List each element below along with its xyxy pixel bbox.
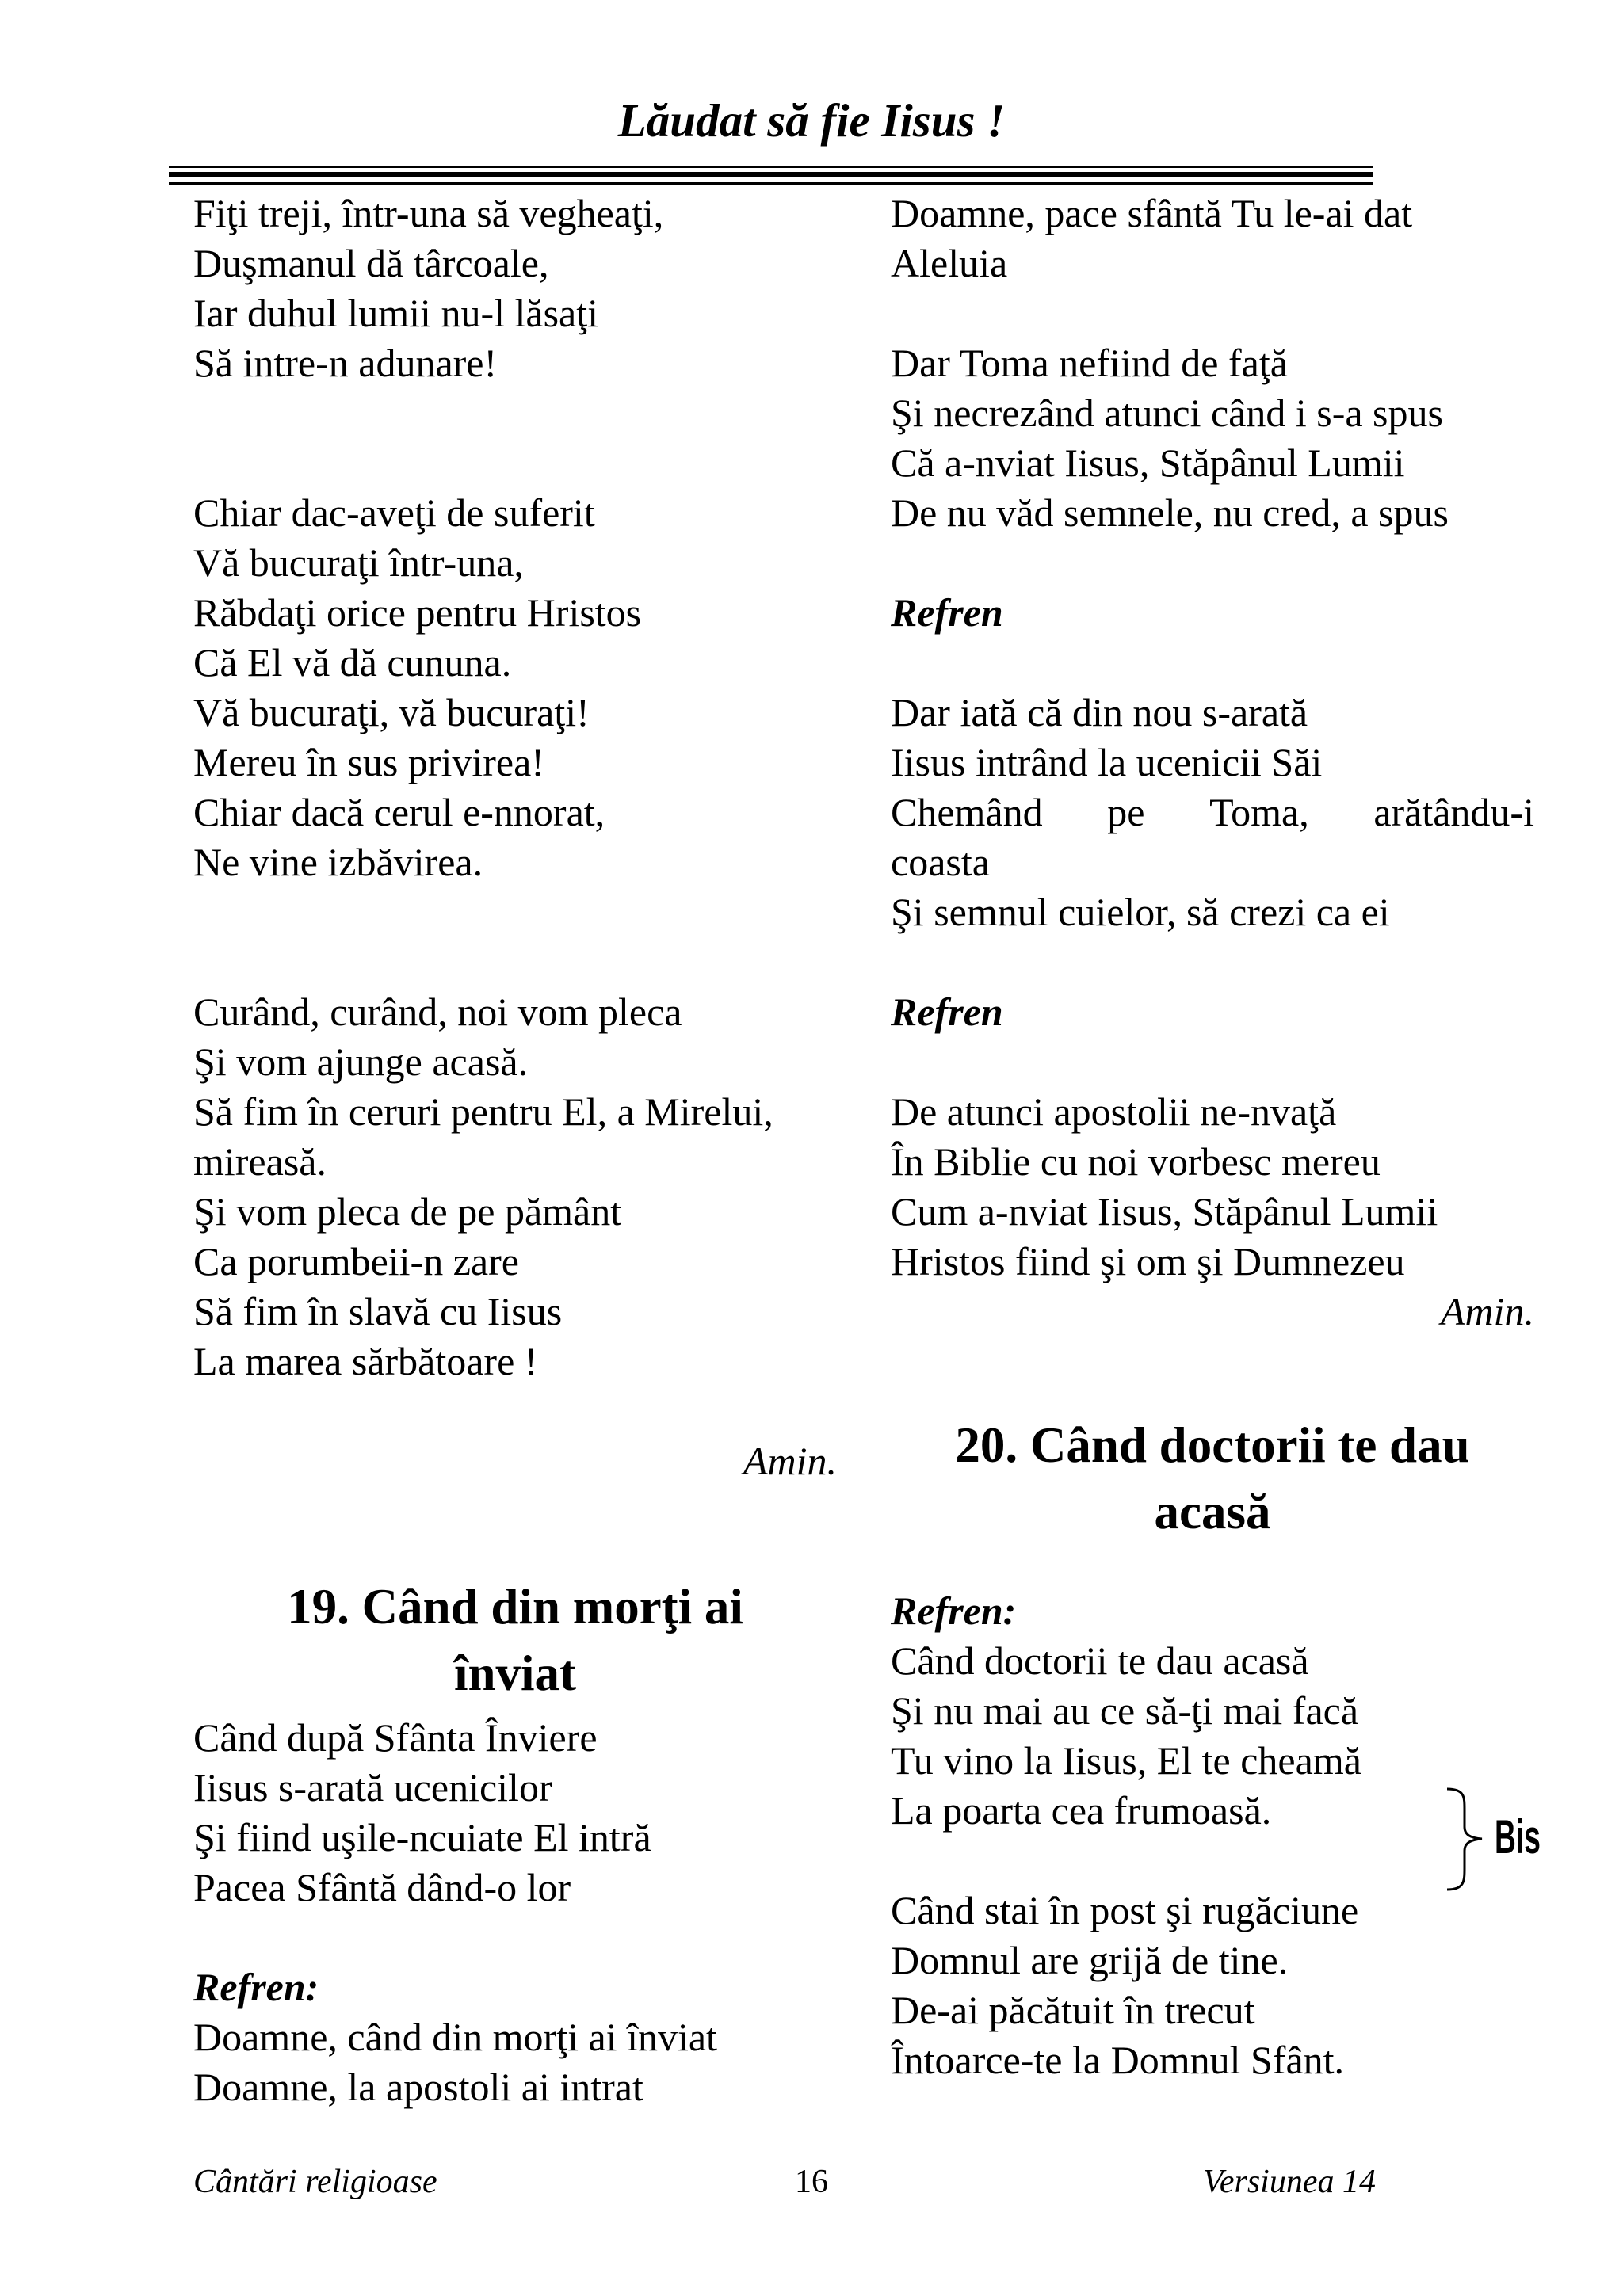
verse-line: În Biblie cu noi vorbesc mereu (891, 1139, 1381, 1184)
verse-line: Tu vino la Iisus, El te cheamă (891, 1738, 1361, 1783)
verse-line: De atunci apostolii ne-nvaţă (891, 1089, 1337, 1134)
song-title-line: înviat (453, 1646, 577, 1701)
page-header-title: Lăudat să fie Iisus ! (617, 94, 1006, 147)
verse-line: Că El vă dă cununa. (193, 640, 512, 685)
right-column (891, 189, 1534, 2085)
verse-line: Hristos fiind şi om şi Dumnezeu (891, 1239, 1405, 1283)
verse-word: arătându-i (1373, 790, 1534, 834)
verse-line: Doamne, când din morţi ai înviat (193, 2015, 717, 2059)
verse-line: De nu văd semnele, nu cred, a spus (891, 490, 1449, 535)
song-20-title (891, 1412, 1534, 1545)
verse-line: Vă bucuraţi, vă bucuraţi! (193, 690, 590, 734)
verse-line: Chiar dac-aveţi de suferit (193, 490, 595, 535)
verse-line: Dar Toma nefiind de faţă (891, 341, 1288, 385)
left-column (193, 189, 837, 2112)
verse-line: Vă bucuraţi într-una, (193, 540, 524, 585)
verse-line: Domnul are grijă de tine. (891, 1938, 1289, 1982)
verse-word: Chemând (891, 790, 1043, 834)
refren-label: Refren (891, 590, 1003, 635)
song-title-line: acasă (1154, 1484, 1271, 1539)
verse-line: mireasă. (193, 1139, 327, 1184)
verse-line: Doamne, pace sfântă Tu le-ai dat (891, 191, 1413, 235)
verse-line: Cum a-nviat Iisus, Stăpânul Lumii (891, 1189, 1438, 1234)
verse-line: Să fim în ceruri pentru El, a Mirelui, (193, 1089, 773, 1134)
verse-line: Dar iată că din nou s-arată (891, 690, 1308, 734)
verse-line: Să intre-n adunare! (193, 341, 498, 385)
verse-line: Să fim în slavă cu Iisus (193, 1289, 563, 1333)
footer-version: Versiunea 14 (1202, 2164, 1376, 2200)
verse-line: Curând, curând, noi vom pleca (193, 990, 682, 1034)
verse-line: Fiţi treji, într-una să vegheaţi, (193, 191, 664, 235)
verse-line: Şi nu mai au ce să-ţi mai facă (891, 1688, 1359, 1733)
verse-line: Chiar dacă cerul e-nnorat, (193, 790, 605, 834)
verse-line: Şi vom pleca de pe pământ (193, 1189, 622, 1234)
verse-line-justified (891, 788, 1534, 837)
verse-line: De-ai păcătuit în trecut (891, 1988, 1255, 2032)
verse-line: Când după Sfânta Înviere (193, 1715, 598, 1760)
verse-line: Ca porumbeii-n zare (193, 1239, 519, 1283)
verse-line: Întoarce-te la Domnul Sfânt. (891, 2038, 1345, 2082)
verse-line: La marea sărbătoare ! (193, 1339, 538, 1383)
amin-signoff: Amin. (743, 1439, 837, 1483)
verse-line: Când stai în post şi rugăciune (891, 1888, 1359, 1932)
verse-line: Duşmanul dă târcoale, (193, 241, 549, 285)
bis-repeat-marker (1441, 1786, 1568, 1893)
verse-word: pe (1107, 790, 1145, 834)
verse-line: Când doctorii te dau acasă (891, 1638, 1309, 1683)
verse-line: Şi vom ajunge acasă. (193, 1039, 529, 1084)
curly-brace-icon (1441, 1786, 1488, 1893)
verse-line: Iisus intrând la ucenicii Săi (891, 740, 1323, 784)
footer-page-number: 16 (795, 2164, 828, 2200)
verse-line: Răbdaţi orice pentru Hristos (193, 590, 642, 635)
verse-line: La poarta cea frumoasă. (891, 1788, 1272, 1833)
refren-label: Refren: (193, 1965, 319, 2009)
header-rule-middle (169, 172, 1373, 177)
verse-line: Şi fiind uşile-ncuiate El intră (193, 1815, 651, 1859)
song-19-title (193, 1573, 837, 1707)
verse-line: Aleluia (891, 241, 1008, 285)
verse-line: Doamne, la apostoli ai intrat (193, 2065, 643, 2109)
verse-line: coasta (891, 840, 990, 884)
refren-label: Refren: (891, 1589, 1017, 1633)
bis-label: Bis (1495, 1810, 1541, 1863)
song-title-line: 20. Când doctorii te dau (955, 1417, 1470, 1473)
verse-line: Pacea Sfântă dând-o lor (193, 1865, 571, 1909)
header-rule-bottom (169, 182, 1373, 185)
verse-line: Şi semnul cuielor, să crezi ca ei (891, 890, 1390, 934)
footer-book-title: Cântări religioase (193, 2164, 437, 2200)
header-rule-top (169, 166, 1373, 168)
verse-line: Iar duhul lumii nu-l lăsaţi (193, 291, 599, 335)
verse-line: Şi necrezând atunci când i s-a spus (891, 391, 1443, 435)
song-title-line: 19. Când din morţi ai (287, 1579, 743, 1634)
verse-line: Că a-nviat Iisus, Stăpânul Lumii (891, 441, 1405, 485)
verse-line: Iisus s-arată ucenicilor (193, 1765, 552, 1810)
verse-line: Ne vine izbăvirea. (193, 840, 483, 884)
refren-label: Refren (891, 990, 1003, 1034)
verse-line: Mereu în sus privirea! (193, 740, 544, 784)
verse-word: Toma, (1209, 790, 1309, 834)
amin-signoff: Amin. (1440, 1289, 1534, 1333)
